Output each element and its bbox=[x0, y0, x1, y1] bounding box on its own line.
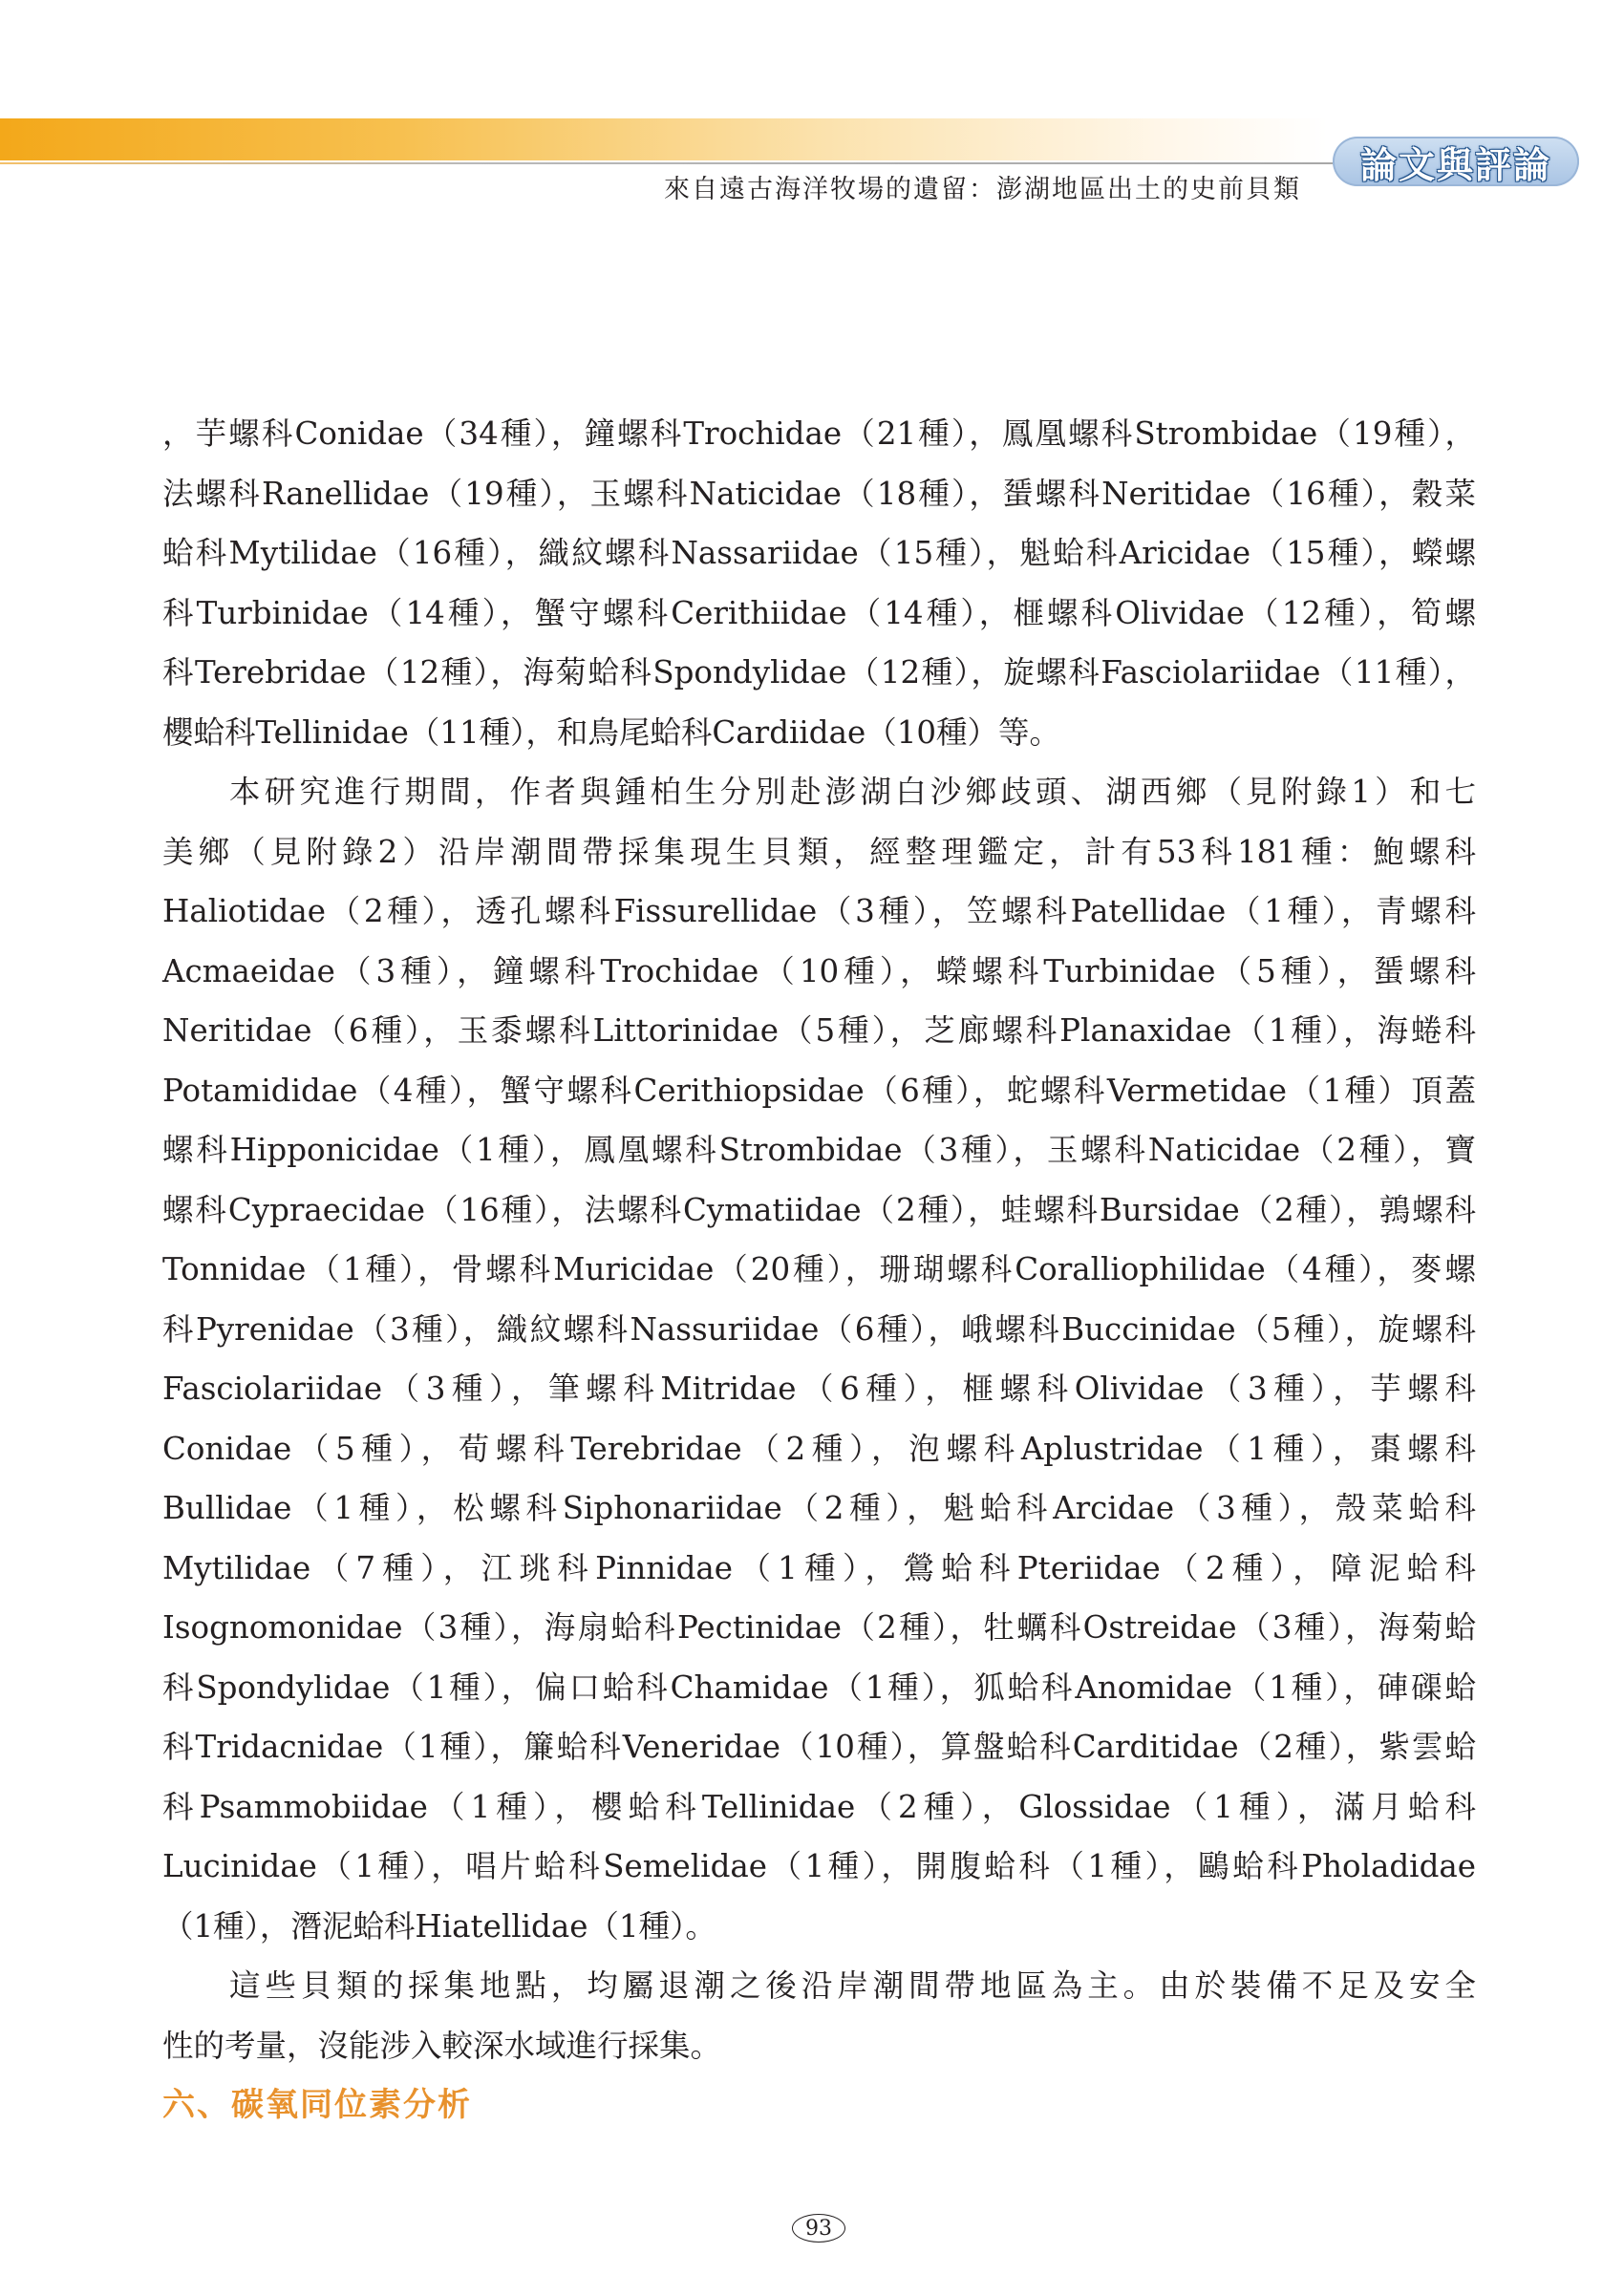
section-heading: 六、碳氧同位素分析 bbox=[162, 2086, 472, 2124]
text-line: （1種），潛泥蛤科Hiatellidae（1種）。 bbox=[162, 1907, 716, 1945]
text-line: Neritidae（6種），玉黍螺科Littorinidae（5種），芝廊螺科Planaxidae（1種），海蜷科 bbox=[162, 1012, 1476, 1049]
text-line: 本研究進行期間，作者與鍾柏生分別赴澎湖白沙鄉歧頭、湖西鄉（見附錄1）和七 bbox=[229, 774, 1476, 810]
text-line: Tonnidae（1種），骨螺科Muricidae（20種），珊瑚螺科Coralliophilidae（4種），麥螺 bbox=[162, 1251, 1476, 1287]
section-badge bbox=[1333, 137, 1579, 186]
text-line: 科Terebridae（12種），海菊蛤科Spondylidae（12種），旋螺科Fasciolariidae（11種）， bbox=[162, 654, 1476, 691]
text-line: Haliotidae（2種），透孔螺科Fissurellidae（3種），笠螺科Patellidae（1種），青螺科 bbox=[162, 893, 1476, 929]
text-line: 科Pyrenidae（3種），織紋螺科Nassuriidae（6種），峨螺科Buccinidae（5種），旋螺科 bbox=[162, 1310, 1476, 1348]
text-line: 科Psammobiidae（1種），櫻蛤科Tellinidae（2種），Glossidae（1種），滿月蛤科 bbox=[162, 1788, 1476, 1825]
text-line: 螺科Hipponicidae（1種），鳳凰螺科Strombidae（3種），玉螺科Naticidae（2種），寶 bbox=[162, 1132, 1476, 1168]
text-line: Conidae（5種），荀螺科Terebridae（2種），泡螺科Aplustridae（1種），棗螺科 bbox=[162, 1430, 1476, 1467]
section-badge-label: 論文與評論 bbox=[1359, 143, 1551, 186]
header-divider bbox=[0, 162, 1333, 164]
body-text bbox=[162, 404, 1476, 2136]
text-line: Acmaeidae（3種），鐘螺科Trochidae（10種），蠑螺科Turbinidae（5種），蜑螺科 bbox=[162, 952, 1476, 989]
text-line: 美鄉（見附錄2）沿岸潮間帶採集現生貝類，經整理鑑定，計有53科181種：鮑螺科 bbox=[162, 833, 1476, 870]
text-line: 科Spondylidae（1種），偏口蛤科Chamidae（1種），狐蛤科Anomidae（1種），硨磲蛤 bbox=[162, 1669, 1476, 1706]
text-line: Fasciolariidae（3種），筆螺科Mitridae（6種），榧螺科Olividae（3種），芋螺科 bbox=[162, 1371, 1476, 1407]
text-line: Mytilidae（7種），江珧科Pinnidae（1種），鶯蛤科Pteriidae（2種），障泥蛤科 bbox=[162, 1549, 1476, 1586]
text-line: ，芋螺科Conidae（34種），鐘螺科Trochidae（21種），鳳凰螺科Strombidae（19種）， bbox=[162, 415, 1476, 452]
page-number-label: 93 bbox=[805, 2216, 832, 2241]
text-line: Lucinidae（1種），唱片蛤科Semelidae（1種），開腹蛤科（1種），鷗蛤科Pholadidae bbox=[162, 1848, 1476, 1884]
text-line: Potamididae（4種），蟹守螺科Cerithiopsidae（6種），蛇螺科Vermetidae（1種）頂蓋 bbox=[162, 1072, 1476, 1109]
page-number bbox=[792, 2214, 845, 2243]
text-line: Bullidae（1種），松螺科Siphonariidae（2種），魁蛤科Arcidae（3種），殼菜蛤科 bbox=[162, 1490, 1476, 1526]
text-line: 性的考量，沒能涉入較深水域進行採集。 bbox=[162, 2027, 722, 2064]
running-title: 來自遠古海洋牧場的遺留：澎湖地區出土的史前貝類 bbox=[664, 175, 1301, 204]
text-line: 科Turbinidae（14種），蟹守螺科Cerithiidae（14種），榧螺科Olividae（12種），筍螺 bbox=[162, 594, 1476, 631]
text-line: 蛤科Mytilidae（16種），織紋螺科Nassariidae（15種），魁蛤科Aricidae（15種），蠑螺 bbox=[162, 535, 1476, 571]
text-line: Isognomonidae（3種），海扇蛤科Pectinidae（2種），牡蠣科Ostreidae（3種），海菊蛤 bbox=[162, 1609, 1476, 1646]
text-line: 螺科Cypraecidae（16種），法螺科Cymatiidae（2種），蛙螺科Bursidae（2種），鶉螺科 bbox=[162, 1191, 1476, 1228]
header-color-band bbox=[0, 118, 1328, 160]
text-line: 法螺科Ranellidae（19種），玉螺科Naticidae（18種），蜑螺科Neritidae（16種），穀菜 bbox=[162, 475, 1476, 512]
text-line: 這些貝類的採集地點，均屬退潮之後沿岸潮間帶地區為主。由於裝備不足及安全 bbox=[229, 1967, 1476, 2004]
text-line: 科Tridacnidae（1種），簾蛤科Veneridae（10種），算盤蛤科Carditidae（2種），紫雲蛤 bbox=[162, 1729, 1476, 1765]
text-line: 櫻蛤科Tellinidae（11種），和鳥尾蛤科Cardiidae（10種）等。 bbox=[162, 713, 1061, 751]
